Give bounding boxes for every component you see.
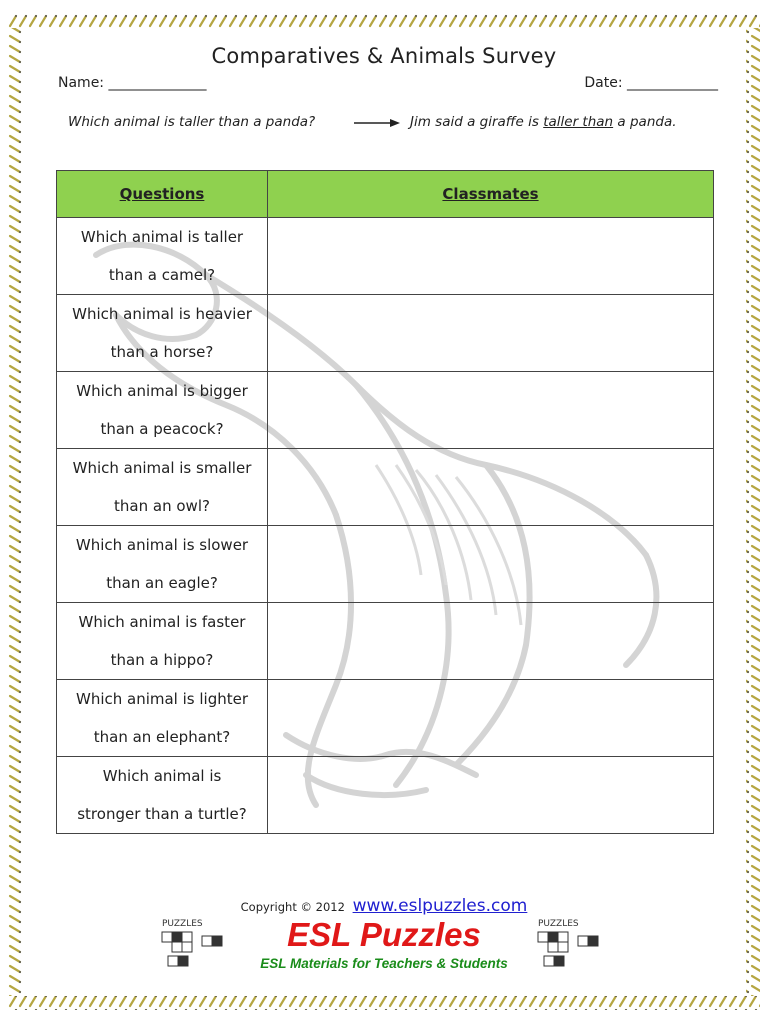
classmates-cell[interactable]	[268, 449, 714, 526]
website-link[interactable]: www.eslpuzzles.com	[352, 896, 528, 916]
question-line2: than a hippo?	[110, 651, 214, 669]
name-date-row	[58, 75, 718, 95]
example-answer-underlined: taller than	[543, 114, 614, 130]
question-line1: Which animal is lighter	[75, 690, 249, 708]
table-row	[57, 218, 714, 295]
question-cell	[57, 295, 268, 372]
table-row	[57, 680, 714, 757]
example-answer-prefix: Jim said a giraffe is	[410, 114, 544, 130]
table-row	[57, 449, 714, 526]
question-line1: Which animal is	[102, 767, 222, 785]
table-row	[57, 603, 714, 680]
classmates-cell[interactable]	[268, 526, 714, 603]
classmates-cell[interactable]	[268, 295, 714, 372]
question-line1: Which animal is smaller	[72, 459, 252, 477]
column-header-classmates: Classmates	[268, 171, 714, 218]
example-question: Which animal is taller than a panda?	[68, 114, 316, 130]
classmates-cell[interactable]	[268, 757, 714, 834]
question-line1: Which animal is bigger	[76, 382, 248, 400]
logo-text: PUZZLES	[538, 919, 579, 929]
table-row	[57, 526, 714, 603]
question-cell	[57, 449, 268, 526]
brand-tagline: ESL Materials for Teachers & Students	[260, 956, 508, 971]
question-cell	[57, 757, 268, 834]
date-field-label: Date: _____________	[584, 75, 718, 91]
question-cell	[57, 372, 268, 449]
table-row	[57, 372, 714, 449]
question-cell	[57, 526, 268, 603]
question-line2: than an owl?	[114, 497, 210, 515]
classmates-cell[interactable]	[268, 218, 714, 295]
column-header-questions: Questions	[57, 171, 268, 218]
question-cell	[57, 680, 268, 757]
question-line2: than a peacock?	[100, 420, 224, 438]
logo-text: PUZZLES	[162, 919, 203, 929]
question-cell	[57, 218, 268, 295]
question-line1: Which animal is taller	[80, 228, 244, 246]
brand-name: ESL Puzzles	[287, 916, 481, 953]
arrow-right-icon	[354, 118, 400, 128]
question-line1: Which animal is faster	[78, 613, 246, 631]
classmates-cell[interactable]	[268, 372, 714, 449]
question-line1: Which animal is heavier	[72, 305, 252, 323]
question-line2: stronger than a turtle?	[77, 805, 247, 823]
question-line2: than an elephant?	[93, 728, 231, 746]
question-line2: than a horse?	[110, 343, 214, 361]
classmates-cell[interactable]	[268, 680, 714, 757]
example-answer-suffix: a panda.	[613, 114, 677, 130]
question-cell	[57, 603, 268, 680]
table-row	[57, 757, 714, 834]
table-row	[57, 295, 714, 372]
example-sentence	[68, 114, 718, 134]
question-line2: than an eagle?	[106, 574, 218, 592]
table-header-row	[57, 171, 714, 218]
example-answer	[410, 114, 677, 130]
copyright-text: Copyright © 2012	[240, 900, 345, 914]
question-line2: than a camel?	[108, 266, 216, 284]
question-line1: Which animal is slower	[75, 536, 249, 554]
name-field-label: Name: ______________	[58, 75, 207, 91]
page-title: Comparatives & Animals Survey	[211, 44, 557, 68]
survey-table	[56, 170, 714, 834]
classmates-cell[interactable]	[268, 603, 714, 680]
copyright-line	[0, 896, 768, 916]
